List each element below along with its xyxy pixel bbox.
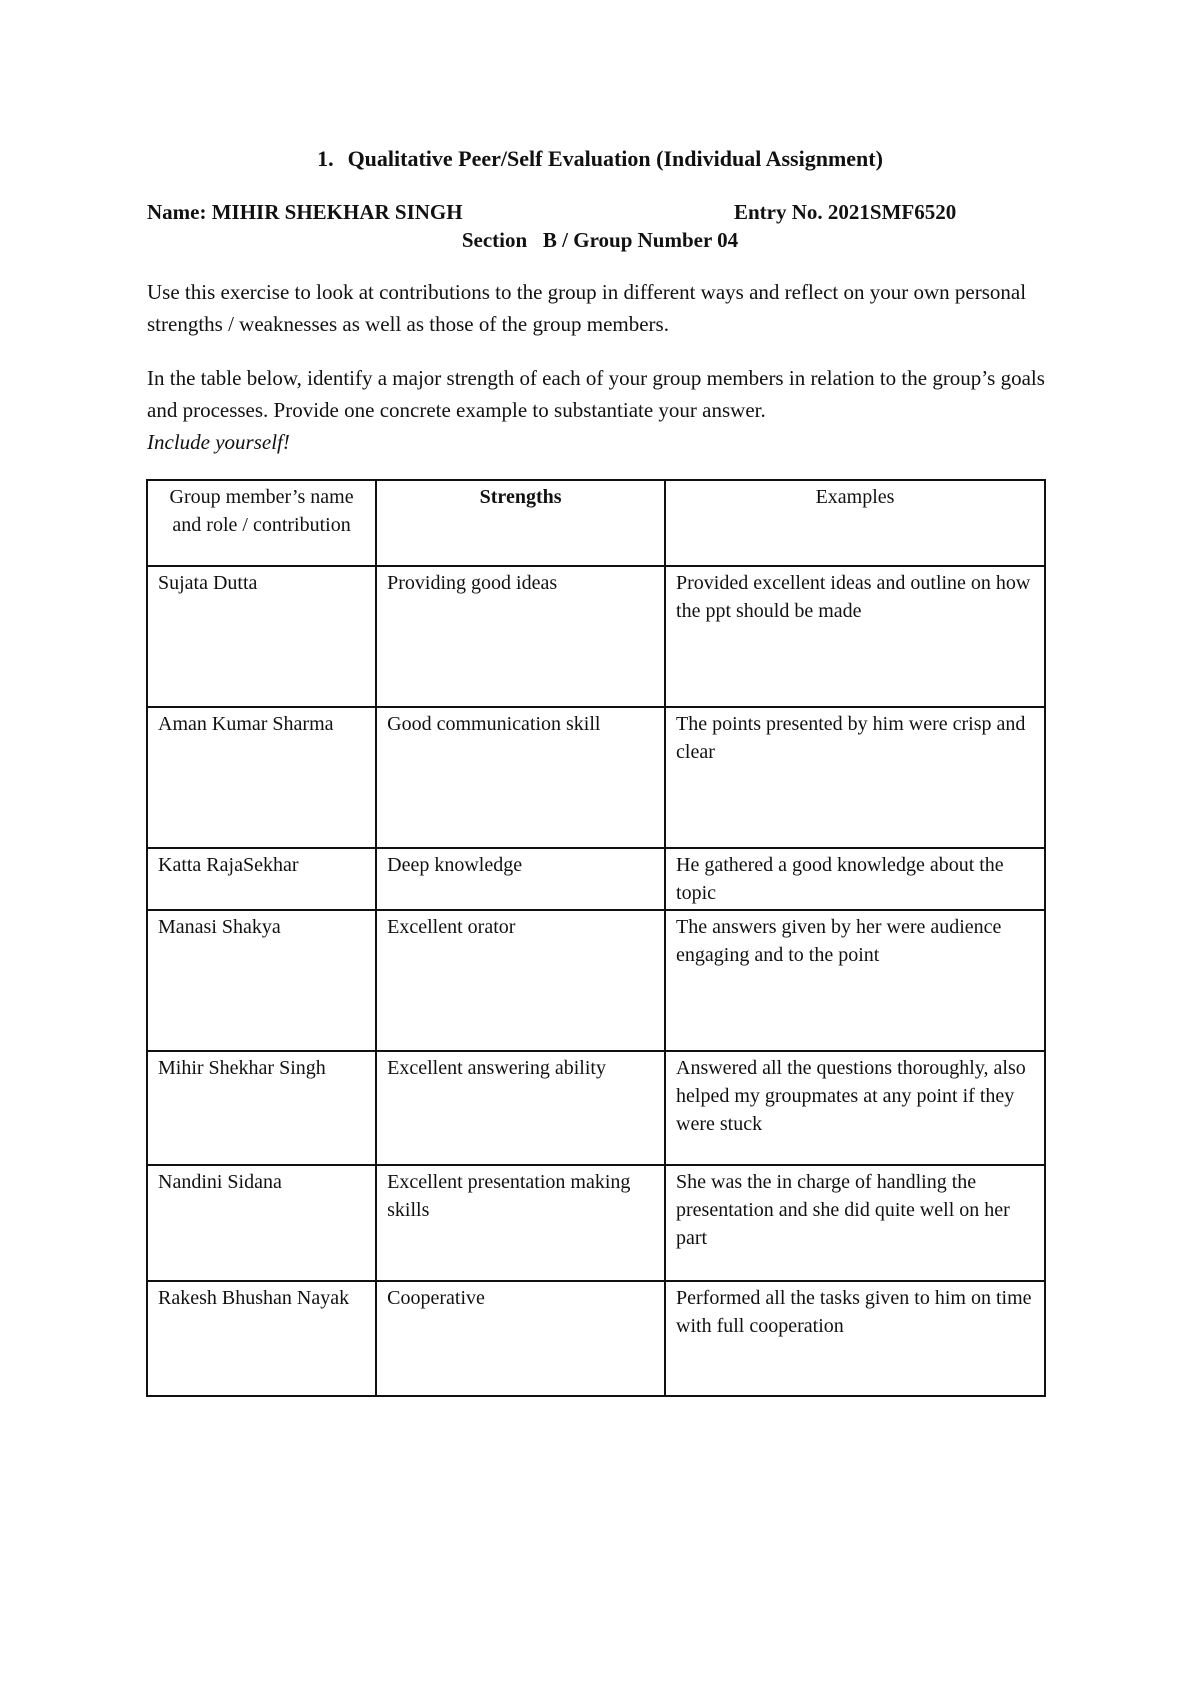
- example-cell: The answers given by her were audience engaging and to the point: [665, 910, 1045, 1051]
- table-row: [147, 848, 1045, 910]
- table-row: [147, 566, 1045, 707]
- instruction-paragraph-1: Use this exercise to look at contributions to the group in different ways and reflect on your own personal strengths / weaknesses as well as those of the group members.: [147, 280, 1027, 336]
- heading-number: 1.: [317, 146, 334, 171]
- example-cell: Answered all the questions thoroughly, also helped my groupmates at any point if they were stuck: [665, 1051, 1045, 1165]
- page-title: [0, 146, 1200, 172]
- table-row: [147, 910, 1045, 1051]
- table-header-row: [147, 480, 1045, 566]
- member-cell: Rakesh Bhushan Nayak: [147, 1281, 376, 1396]
- example-cell: He gathered a good knowledge about the topic: [665, 848, 1045, 910]
- header-examples: Examples: [665, 480, 1045, 566]
- member-cell: Mihir Shekhar Singh: [147, 1051, 376, 1165]
- header-strengths: Strengths: [376, 480, 665, 566]
- evaluation-table: [146, 479, 1046, 1397]
- table-row: [147, 707, 1045, 848]
- member-cell: Katta RajaSekhar: [147, 848, 376, 910]
- example-cell: Performed all the tasks given to him on time with full cooperation: [665, 1281, 1045, 1396]
- strength-cell: Deep knowledge: [376, 848, 665, 910]
- strength-cell: Providing good ideas: [376, 566, 665, 707]
- example-cell: Provided excellent ideas and outline on how the ppt should be made: [665, 566, 1045, 707]
- section-group: Section B / Group Number 04: [461, 228, 739, 252]
- strength-cell: Excellent presentation making skills: [376, 1165, 665, 1281]
- instruction-emphasis: Include yourself!: [147, 430, 290, 454]
- table-row: [147, 1051, 1045, 1165]
- member-cell: Sujata Dutta: [147, 566, 376, 707]
- member-cell: Manasi Shakya: [147, 910, 376, 1051]
- student-name: Name: MIHIR SHEKHAR SINGH: [147, 200, 463, 224]
- strength-cell: Excellent answering ability: [376, 1051, 665, 1165]
- table-row: [147, 1165, 1045, 1281]
- header-member: Group member’s name and role / contribution: [147, 480, 376, 566]
- example-cell: She was the in charge of handling the presentation and she did quite well on her part: [665, 1165, 1045, 1281]
- instruction-paragraph-2-text: In the table below, identify a major strength of each of your group members in relation to the group’s goals and processes. Provide one concrete example to substantiate your answer.: [147, 366, 1045, 422]
- heading-title: Qualitative Peer/Self Evaluation (Individual Assignment): [347, 146, 883, 171]
- example-cell: The points presented by him were crisp and clear: [665, 707, 1045, 848]
- member-cell: Aman Kumar Sharma: [147, 707, 376, 848]
- member-cell: Nandini Sidana: [147, 1165, 376, 1281]
- strength-cell: Excellent orator: [376, 910, 665, 1051]
- table-row: [147, 1281, 1045, 1396]
- strength-cell: Good communication skill: [376, 707, 665, 848]
- entry-number: Entry No. 2021SMF6520: [734, 200, 957, 224]
- strength-cell: Cooperative: [376, 1281, 665, 1396]
- instruction-paragraph-2: [147, 362, 1067, 458]
